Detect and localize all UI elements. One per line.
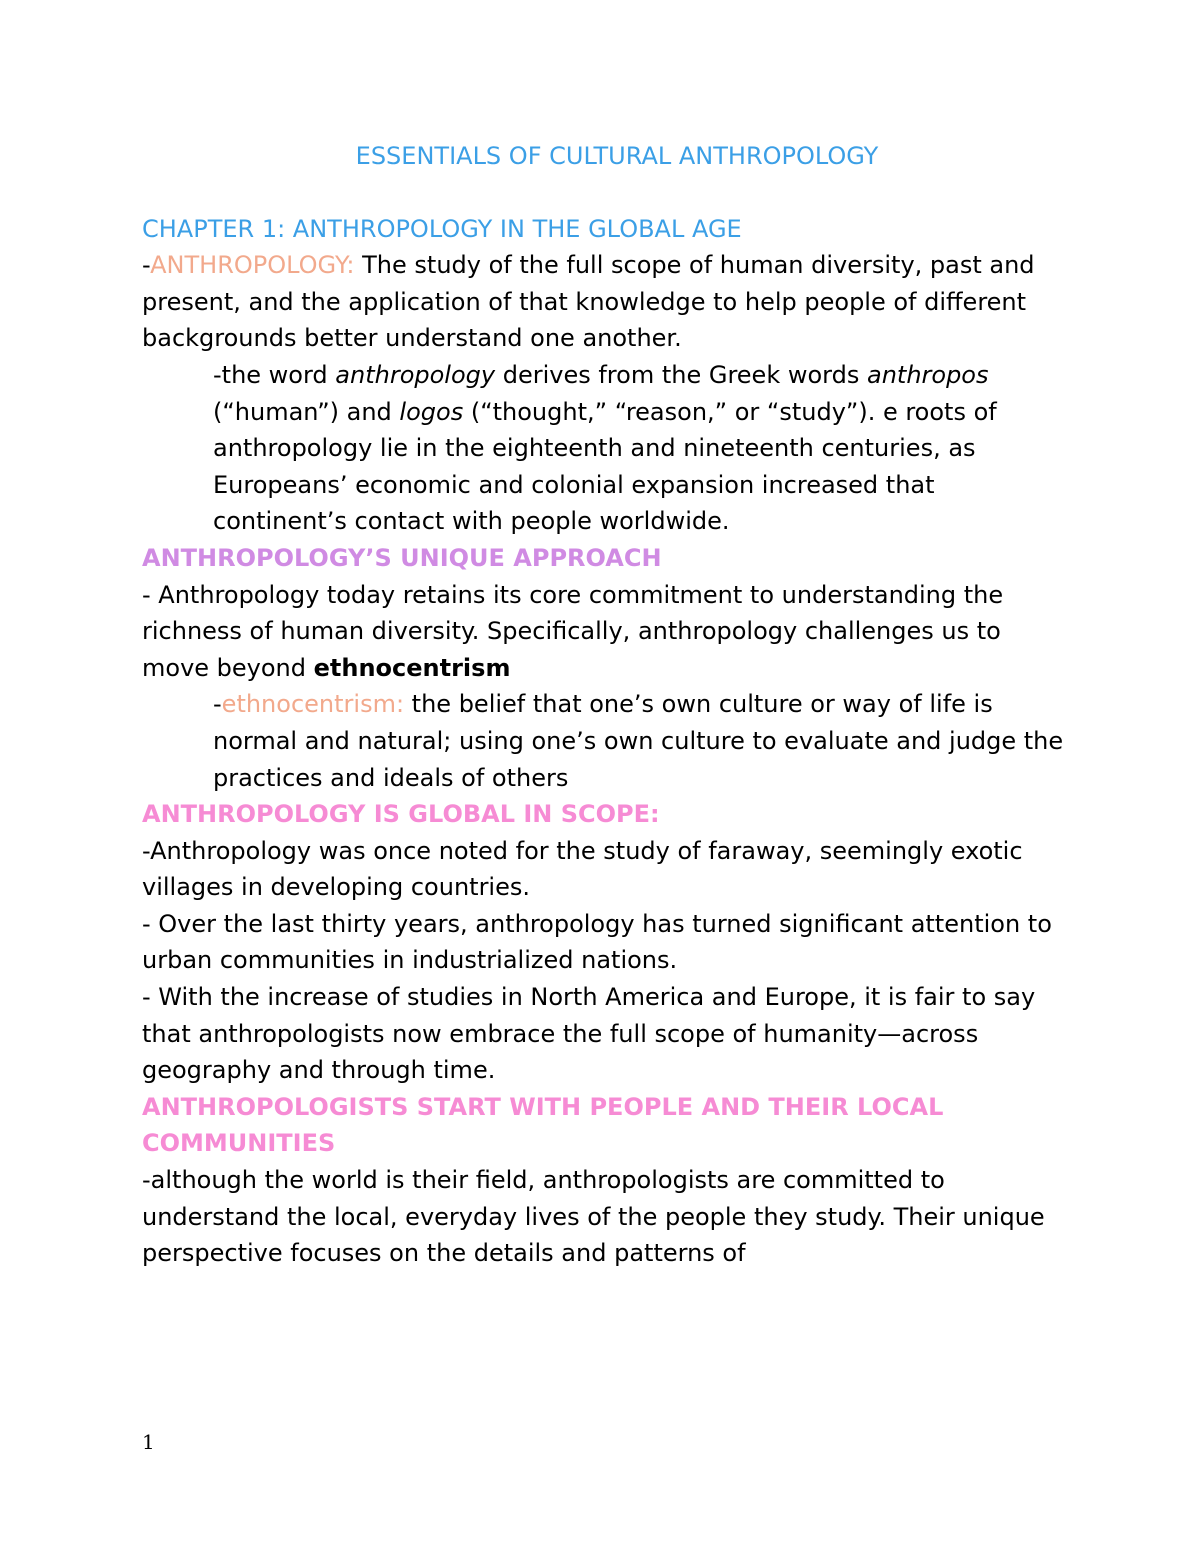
page-content <box>142 138 1072 1272</box>
document-title: ESSENTIALS OF CULTURAL ANTHROPOLOGY <box>355 142 879 170</box>
page-number: 1 <box>142 1430 155 1454</box>
chapter-heading: CHAPTER 1: ANTHROPOLOGY IN THE GLOBAL AGE <box>142 214 742 243</box>
definition-dash: - <box>213 690 222 719</box>
definition-ethnocentrism <box>213 686 1072 796</box>
definition-text: the belief that one’s own culture or way of life is normal and natural; using one’s own culture to evaluate and judge the practices and ideals of others <box>213 690 1064 792</box>
note-text-2: derives from the Greek words <box>495 360 867 389</box>
section-heading-unique-approach: ANTHROPOLOGY’S UNIQUE APPROACH <box>142 543 662 572</box>
global-scope-paragraph-2: - Over the last thirty years, anthropology has turned significant attention to urban communities in industrialized nations. <box>142 909 1052 975</box>
global-scope-paragraph-1: -Anthropology was once noted for the study of faraway, seemingly exotic villages in developing countries. <box>142 836 1023 902</box>
unique-approach-text: - Anthropology today retains its core commitment to understanding the richness of human diversity. Specifically, anthropology challenges us to move beyond <box>142 580 1004 682</box>
etymology-note <box>213 357 1072 540</box>
local-communities-paragraph: -although the world is their field, anthropologists are committed to understand the local, everyday lives of the people they study. Their unique perspective focuses on the details and patterns of <box>142 1166 1045 1268</box>
term-ethnocentrism: ethnocentrism: <box>221 690 405 719</box>
definition-dash: - <box>142 251 151 280</box>
definition-text: The study of the full scope of human diversity, past and present, and the application of that knowledge to help people of different backgrounds better understand one another. <box>142 251 1035 353</box>
note-italic-anthropos: anthropos <box>866 360 989 389</box>
global-scope-paragraph-3: - With the increase of studies in North America and Europe, it is fair to say that anthropologists now embrace the full scope of humanity—across geography and through time. <box>142 983 1036 1085</box>
section-heading-local-communities: ANTHROPOLOGISTS START WITH PEOPLE AND THEIR LOCAL COMMUNITIES <box>142 1092 944 1158</box>
note-text-1: -the word <box>213 360 336 389</box>
note-text-4: (“thought,” “reason,” or “study”). e roots of anthropology lie in the eighteenth and nineteenth centuries, as Europeans’ economic and colonial expansion increased that continent’s contact with people worldwide. <box>213 397 997 536</box>
unique-approach-paragraph <box>142 577 1072 687</box>
term-anthropology: ANTHROPOLOGY: <box>150 251 355 280</box>
note-text-3: (“human”) and <box>213 397 400 426</box>
bold-ethnocentrism: ethnocentrism <box>313 653 511 682</box>
note-italic-anthropology: anthropology <box>335 360 496 389</box>
note-italic-logos: logos <box>399 397 464 426</box>
definition-anthropology <box>142 247 1072 357</box>
section-heading-global-scope: ANTHROPOLOGY IS GLOBAL IN SCOPE: <box>142 800 660 829</box>
